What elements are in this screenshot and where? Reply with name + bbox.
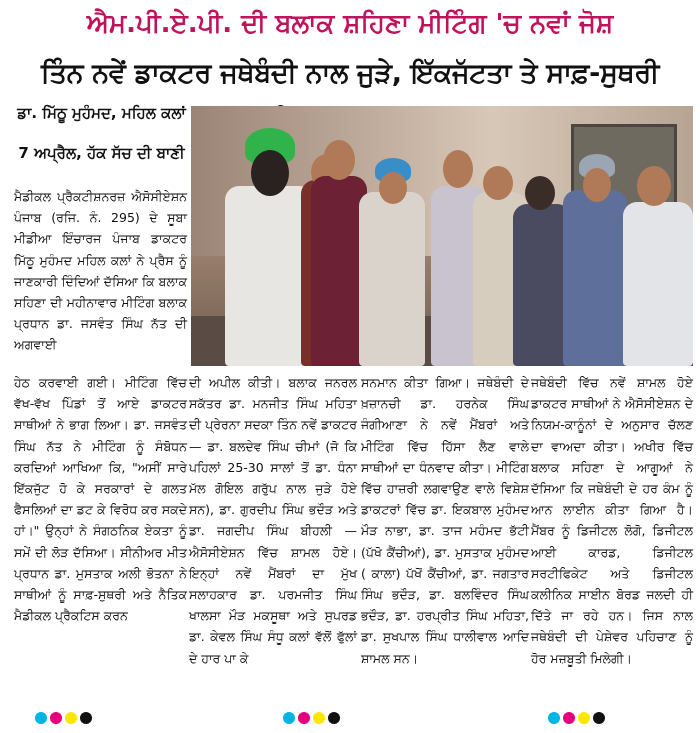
registration-dot bbox=[593, 712, 605, 724]
person-3-head bbox=[323, 140, 355, 180]
person-5-head bbox=[443, 150, 473, 188]
paragraph: ਮੈਡੀਕਲ ਪ੍ਰੈਕਟੀਸ਼ਨਰਜ਼ ਐਸੋਸੀਏਸ਼ਨ ਪੰਜਾਬ (ਰਜਿ. ਨੰ. 295) ਦੇ ਸੂਬਾ ਮੀਡੀਆ ਇੰਚਾਰਜ ਪੰਜਾਬ ਡਾਕਟਰ ਮਿੱਠੂ ਮੁਹੰਮਦ ਮਹਿਲ ਕਲਾਂ ਨੇ ਪ੍ਰੈਸ ਨੂੰ ਜਾਣਕਾਰੀ ਦਿੰਦਿਆਂ ਦੱਸਿਆ ਕਿ ਬਲਾਕ ਸਹਿਣਾ ਦੀ ਮਹੀਨਾਵਾਰ ਮੀਟਿੰਗ ਬਲਾਕ ਪ੍ਰਧਾਨ ਡਾ. ਜਸਵੰਤ ਸਿੰਘ ਨੱਤ ਦੀ ਅਗਵਾਈ bbox=[14, 189, 187, 353]
person-1 bbox=[225, 186, 313, 366]
registration-dot bbox=[548, 712, 560, 724]
text-column-1-bottom bbox=[14, 372, 187, 626]
registration-dot bbox=[578, 712, 590, 724]
text-column-1-top bbox=[14, 186, 187, 356]
article-headline: ਤਿੰਨ ਨਵੇਂ ਡਾਕਟਰ ਜਥੇਬੰਦੀ ਨਾਲ ਜੁੜੇ, ਇੱਕਜੱਟਤਾ ਤੇ ਸਾਫ਼-ਸੁਥਰੀ bbox=[40, 58, 660, 89]
registration-dot bbox=[35, 712, 47, 724]
group-photo bbox=[191, 106, 693, 366]
person-8-head bbox=[583, 168, 611, 202]
byline-dateline: 7 ਅਪ੍ਰੈਲ, ਹੱਕ ਸੱਚ ਦੀ ਬਾਣੀ bbox=[18, 144, 185, 162]
registration-dot bbox=[328, 712, 340, 724]
text-column-4 bbox=[531, 372, 693, 669]
registration-dot bbox=[50, 712, 62, 724]
person-8 bbox=[563, 190, 627, 366]
text-column-2 bbox=[189, 372, 357, 669]
registration-dot bbox=[313, 712, 325, 724]
registration-dot bbox=[283, 712, 295, 724]
text-column-3 bbox=[361, 372, 529, 669]
person-6-head bbox=[483, 166, 513, 200]
registration-dot bbox=[80, 712, 92, 724]
registration-marks-left bbox=[35, 712, 92, 724]
registration-marks-center bbox=[283, 712, 340, 724]
paragraph: ਸਨਮਾਨ ਕੀਤਾ ਗਿਆ। ਜਥੇਬੰਦੀ ਦੇ ਖ਼ਜ਼ਾਨਚੀ ਡਾ. ਹਰਨੇਕ ਸਿੰਘ ਜੰਗੀਆਣਾ ਨੇ ਨਵੇਂ ਮੈਂਬਰਾਂ ਅਤੇ ਮੀਟਿੰਗ ਵਿੱਚ ਹਿੱਸਾ ਲੈਣ ਵਾਲੇ ਸਾਥੀਆਂ ਦਾ ਧੰਨਵਾਦ ਕੀਤਾ। ਮੀਟਿੰਗ ਵਿੱਚ ਹਾਜ਼ਰੀ ਲਗਵਾਉਣ ਵਾਲੇ ਵਿਸ਼ੇਸ਼ ਡਾਕਟਰਾਂ ਵਿੱਚ ਡਾ. ਇਕਬਾਲ ਮੁਹੰਮਦ ਮੌੜ ਨਾਭਾ, ਡਾ. ਤਾਜ ਮਹੰਮਦ ਭੱਟੀ (ਪੱਖੋ ਕੈਂਚੀਆਂ), ਡਾ. ਮੁਸਤਾਕ ਮੁਹੰਮਦ ( ਕਾਲਾ) ਪੱਖੋਂ ਕੈਂਚੀਆਂ, ਡਾ. ਜਗਤਾਰ ਸਿੰਘ ਭਦੌੜ, ਡਾ. ਬਲਵਿੰਦਰ ਸਿੰਘ ਭਦੌੜ, ਡਾ. ਹਰਪ੍ਰੀਤ ਸਿੰਘ ਮਹਿਤਾ, ਡਾ. ਸੁਖਪਾਲ ਸਿੰਘ ਧਾਲੀਵਾਲ ਆਦਿ ਸ਼ਾਮਲ ਸਨ। bbox=[361, 375, 529, 666]
person-1-head bbox=[251, 150, 289, 196]
byline-author: ਡਾ. ਮਿੱਠੂ ਮੁਹੰਮਦ, ਮਹਿਲ ਕਲਾਂ bbox=[17, 104, 186, 122]
person-7-head bbox=[525, 176, 555, 210]
paragraph: ਦੀ ਅਪੀਲ ਕੀਤੀ। ਬਲਾਕ ਜਨਰਲ ਸਕੱਤਰ ਡਾ. ਮਨਜੀਤ ਸਿੰਘ ਮਹਿਤਾ ਦੀ ਪ੍ਰੇਰਨਾ ਸਦਕਾ ਤਿੰਨ ਨਵੇਂ ਡਾਕਟਰ — ਡਾ. ਬਲਦੇਵ ਸਿੰਘ ਚੀਮਾਂ (ਜੋ ਕਿ ਪਹਿਲਾਂ 25-30 ਸਾਲਾਂ ਤੋਂ ਡਾ. ਧੰਨਾ ਮੱਲ ਗੋਇਲ ਗਰੁੱਪ ਨਾਲ ਜੁੜੇ ਹੋਏ ਸਨ), ਡਾ. ਗੁਰਦੀਪ ਸਿੰਘ ਭਦੌੜ ਅਤੇ ਡਾ. ਜਗਦੀਪ ਸਿੰਘ ਬੀਹਲੀ — ਐਸੋਸੀਏਸ਼ਨ ਵਿੱਚ ਸ਼ਾਮਲ ਹੋਏ। ਇਨ੍ਹਾਂ ਨਵੇਂ ਮੈਂਬਰਾਂ ਦਾ ਮੁੱਖ ਸਲਾਹਕਾਰ ਡਾ. ਪਰਮਜੀਤ ਸਿੰਘ ਖਾਲਸਾ ਮੌੜ ਮਕਸੂਥਾ ਅਤੇ ਸੁਪਰਡ ਡਾ. ਕੇਵਲ ਸਿੰਘ ਸੰਧੂ ਕਲਾਂ ਵੱਲੋਂ ਫੁੱਲਾਂ ਦੇ ਹਾਰ ਪਾ ਕੇ bbox=[189, 375, 357, 666]
registration-dot bbox=[65, 712, 77, 724]
article-kicker: ਐਮ.ਪੀ.ਏ.ਪੀ. ਦੀ ਬਲਾਕ ਸ਼ਹਿਣਾ ਮੀਟਿੰਗ 'ਚ ਨਵਾਂ ਜੋਸ਼ bbox=[86, 9, 614, 39]
paragraph: ਜਥੇਬੰਦੀ ਵਿੱਚ ਨਵੇਂ ਸ਼ਾਮਲ ਹੋਏ ਡਾਕਟਰ ਸਾਥੀਆਂ ਨੇ ਐਸੋਸੀਏਸ਼ਨ ਦੇ ਨਿਯਮ-ਕਾਨੂੰਨਾਂ ਦੇ ਅਨੁਸਾਰ ਚੱਲਣ ਦਾ ਵਾਅਦਾ ਕੀਤਾ। ਅਖੀਰ ਵਿੱਚ ਬਲਾਕ ਸਹਿਣਾ ਦੇ ਆਗੂਆਂ ਨੇ ਦੱਸਿਆ ਕਿ ਜਥੇਬੰਦੀ ਦੇ ਹਰ ਕੰਮ ਨੂੰ ਆਨ ਲਾਈਨ ਕੀਤਾ ਗਿਆ ਹੈ। ਮੈਂਬਰ ਨੂੰ ਡਿਜੀਟਲ ਲੋਗੋ, ਡਿਜੀਟਲ ਆਈ ਕਾਰਡ, ਡਿਜੀਟਲ ਸਰਟੀਫਿਕੇਟ ਅਤੇ ਡਿਜੀਟਲ ਕਲੀਨਿਕ ਸਾਈਨ ਬੋਰਡ ਜਲਦੀ ਹੀ ਦਿੱਤੇ ਜਾ ਰਹੇ ਹਨ। ਜਿਸ ਨਾਲ ਜਥੇਬੰਦੀ ਦੀ ਪੇਸ਼ੇਵਰ ਪਹਿਚਾਣ ਨੂੰ ਹੋਰ ਮਜ਼ਬੂਤੀ ਮਿਲੇਗੀ। bbox=[531, 375, 693, 666]
byline bbox=[14, 102, 189, 164]
person-4-head bbox=[379, 172, 407, 204]
person-9 bbox=[623, 202, 693, 366]
paragraph: ਹੇਠ ਕਰਵਾਈ ਗਈ। ਮੀਟਿੰਗ ਵਿੱਚ ਵੱਖ-ਵੱਖ ਪਿੰਡਾਂ ਤੋਂ ਆਏ ਡਾਕਟਰ ਸਾਥੀਆਂ ਨੇ ਭਾਗ ਲਿਆ। ਡਾ. ਜਸਵੰਤ ਸਿੰਘ ਨੱਤ ਨੇ ਮੀਟਿੰਗ ਨੂੰ ਸੰਬੋਧਨ ਕਰਦਿਆਂ ਆਖਿਆ ਕਿ, "ਅਸੀਂ ਸਾਰੇ ਇੱਕਜੁੱਟ ਹੋ ਕੇ ਸਰਕਾਰਾਂ ਦੇ ਗਲਤ ਫੈਸਲਿਆਂ ਦਾ ਡਟ ਕੇ ਵਿਰੋਧ ਕਰ ਸਕਦੇ ਹਾਂ।" ਉਨ੍ਹਾਂ ਨੇ ਸੰਗਠਨਿਕ ਏਕਤਾ ਨੂੰ ਸਮੇਂ ਦੀ ਲੋੜ ਦੱਸਿਆ। ਸੀਨੀਅਰ ਮੀਤ ਪ੍ਰਧਾਨ ਡਾ. ਮੁਸਤਾਕ ਅਲੀ ਭੋਤਨਾ ਨੇ ਸਾਥੀਆਂ ਨੂੰ ਸਾਫ਼-ਸੁਥਰੀ ਅਤੇ ਨੈਤਿਕ ਮੈਡੀਕਲ ਪ੍ਰੈਕਟਿਸ ਕਰਨ bbox=[14, 375, 187, 624]
registration-dot bbox=[563, 712, 575, 724]
registration-marks-right bbox=[548, 712, 605, 724]
person-4 bbox=[359, 192, 425, 366]
registration-dot bbox=[298, 712, 310, 724]
person-9-head bbox=[637, 166, 671, 206]
